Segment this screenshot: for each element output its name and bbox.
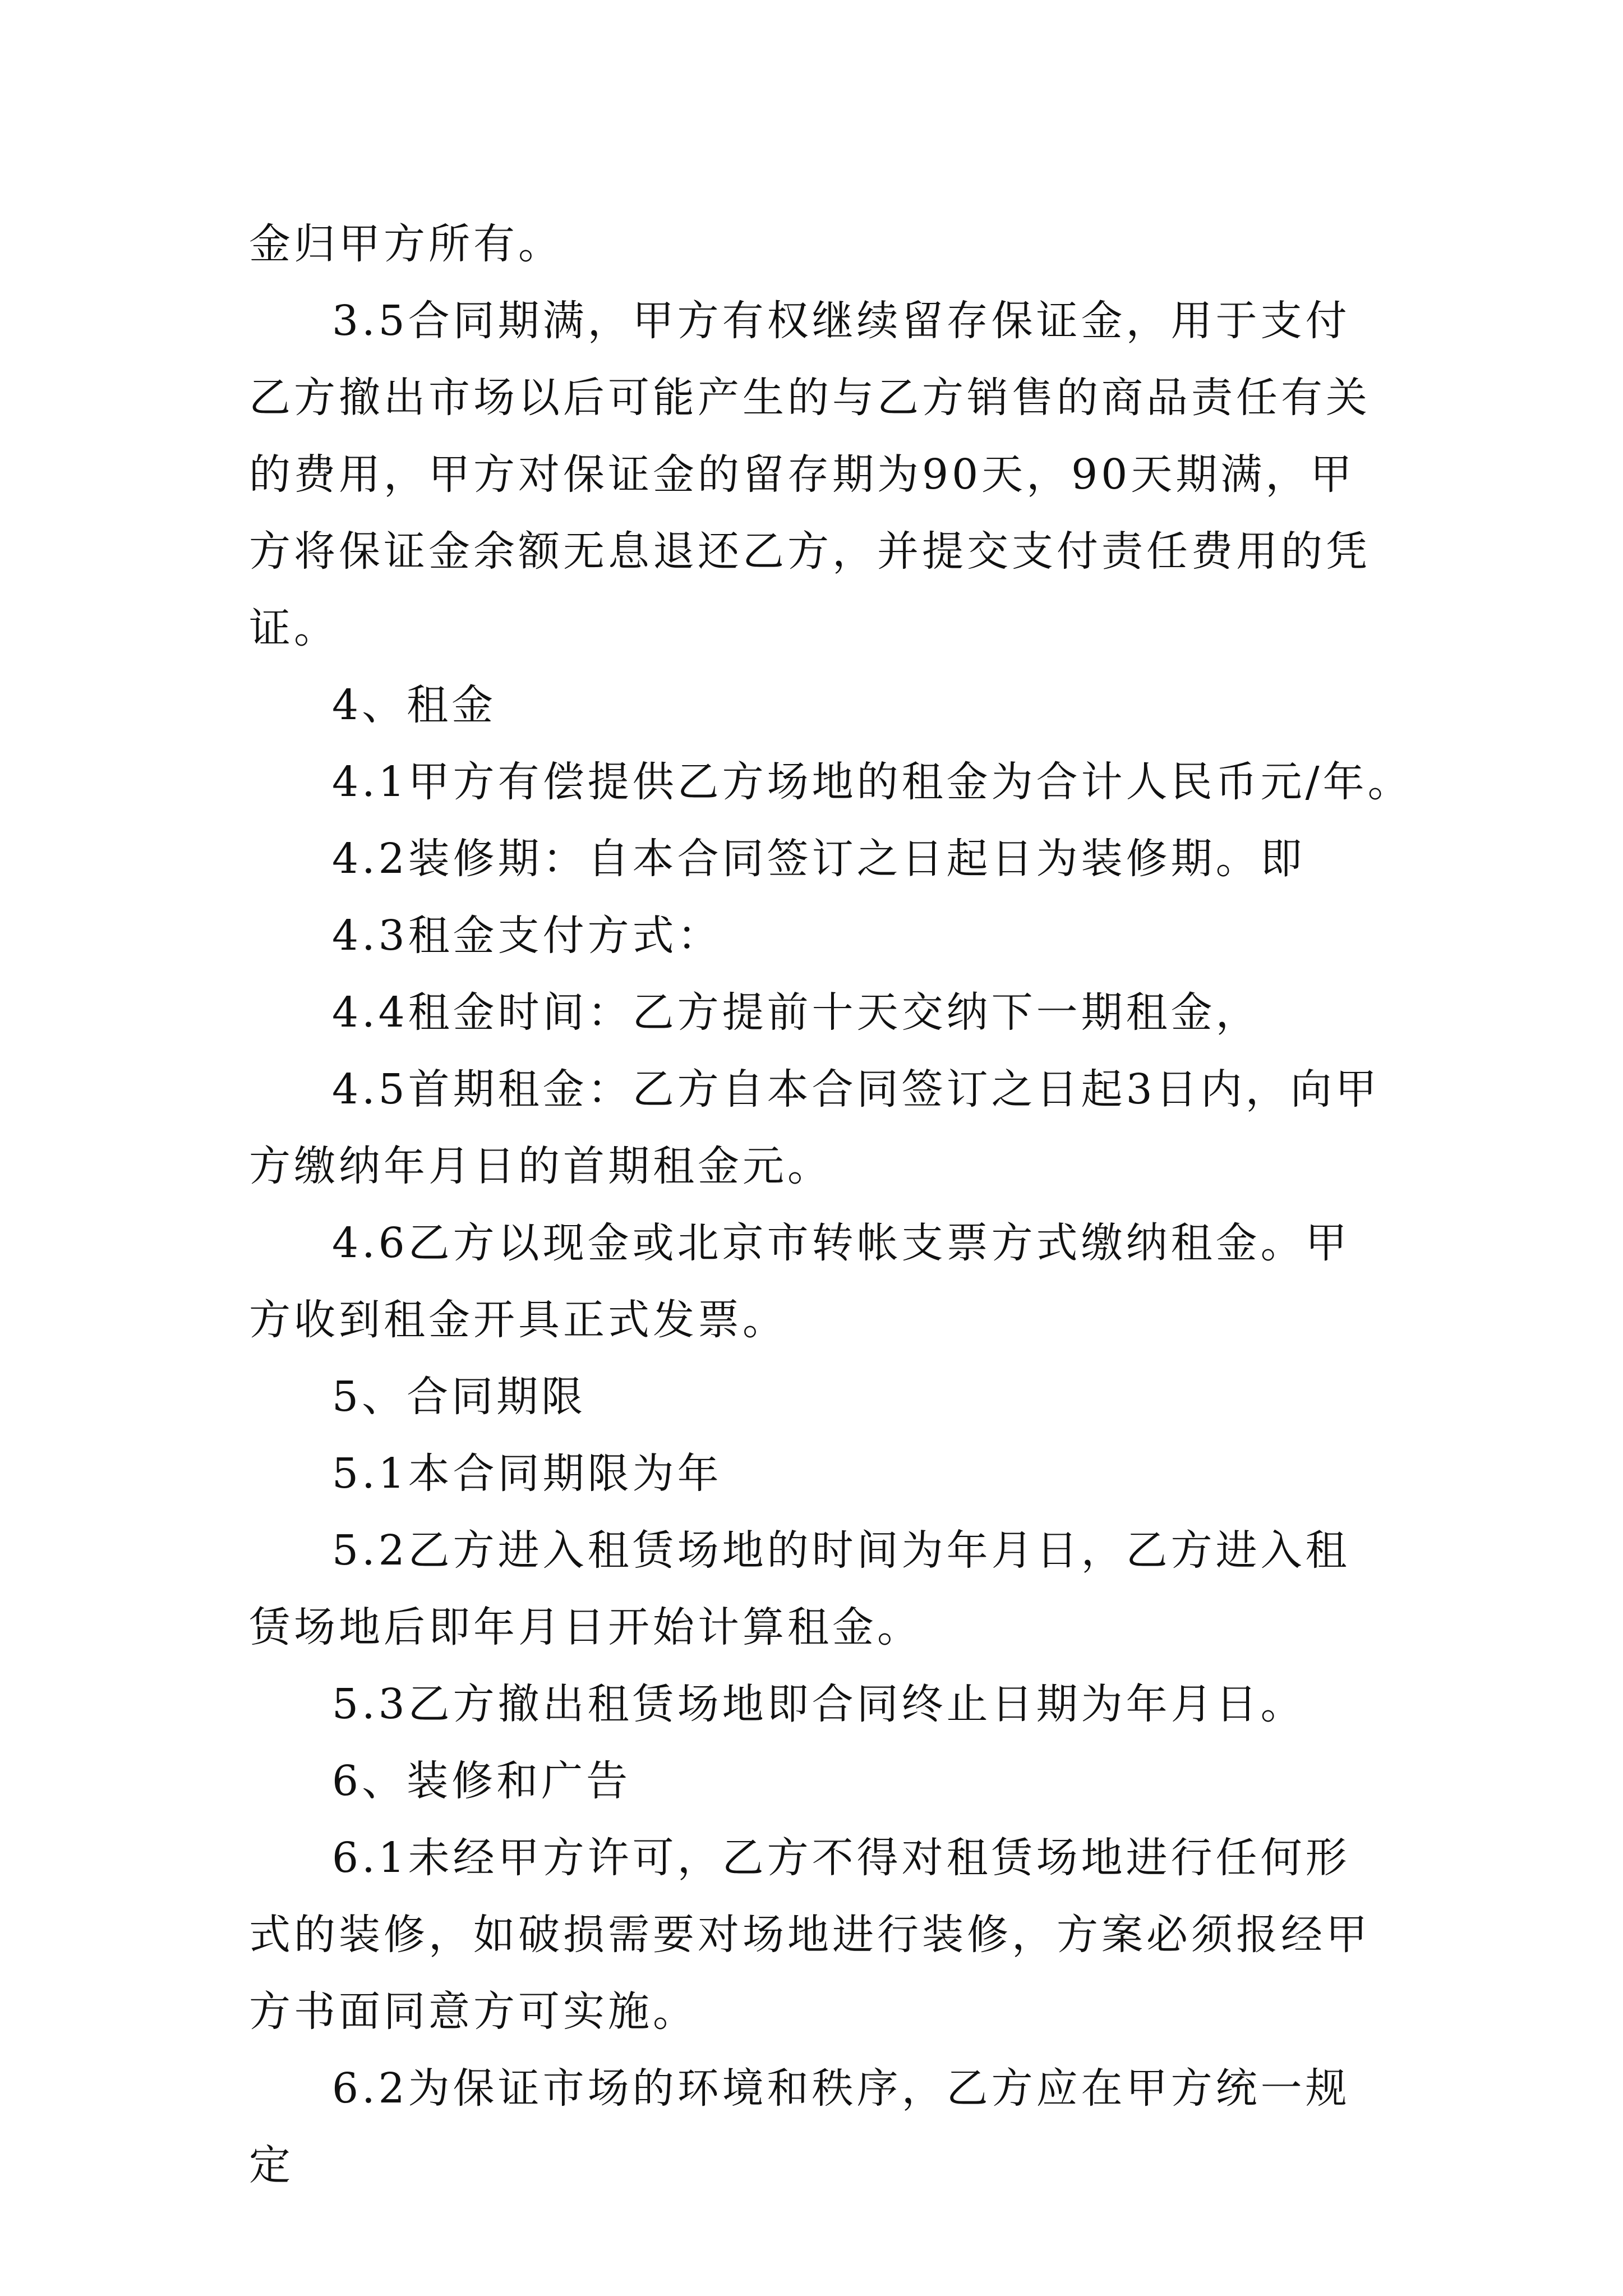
paragraph-continuation: 金归甲方所有。 bbox=[249, 220, 563, 268]
clause-4-3: 4.3租金支付方式： bbox=[332, 912, 722, 960]
clause-4-4: 4.4租金时间：乙方提前十天交纳下一期租金， bbox=[332, 988, 1261, 1037]
clause-6-1: 6.1未经甲方许可，乙方不得对租赁场地进行任何形式的装修，如破损需要对场地进行装修，方案必须报经甲方书面同意方可实施。 bbox=[249, 1834, 1371, 2036]
document-body bbox=[249, 206, 1413, 2204]
clause-5-2: 5.2乙方进入租赁场地的时间为年月日，乙方进入租赁场地后即年月日开始计算租金。 bbox=[249, 1526, 1350, 1651]
clause-4-6: 4.6乙方以现金或北京市转帐支票方式缴纳租金。甲方收到租金开具正式发票。 bbox=[249, 1219, 1350, 1344]
section-heading-rent: 4、租金 bbox=[332, 681, 497, 729]
clause-5-1: 5.1本合同期限为年 bbox=[332, 1450, 722, 1498]
clause-4-2: 4.2装修期：自本合同签订之日起日为装修期。即 bbox=[332, 835, 1306, 883]
clause-6-2: 6.2为保证市场的环境和秩序，乙方应在甲方统一规定 bbox=[249, 2064, 1350, 2189]
clause-5-3: 5.3乙方撤出租赁场地即合同终止日期为年月日。 bbox=[332, 1680, 1306, 1728]
section-heading-term: 5、合同期限 bbox=[332, 1373, 587, 1421]
clause-3-5: 3.5合同期满，甲方有权继续留存保证金，用于支付乙方撤出市场以后可能产生的与乙方销售的商品责任有关的费用，甲方对保证金的留存期为90天，90天期满，甲方将保证金余额无息退还乙方，并提交支付责任费用的凭证。 bbox=[249, 297, 1371, 652]
clause-4-5: 4.5首期租金：乙方自本合同签订之日起3日内，向甲方缴纳年月日的首期租金元。 bbox=[249, 1065, 1380, 1190]
section-heading-decoration: 6、装修和广告 bbox=[332, 1757, 631, 1805]
clause-4-1: 4.1甲方有偿提供乙方场地的租金为合计人民币元/年。 bbox=[332, 758, 1413, 806]
